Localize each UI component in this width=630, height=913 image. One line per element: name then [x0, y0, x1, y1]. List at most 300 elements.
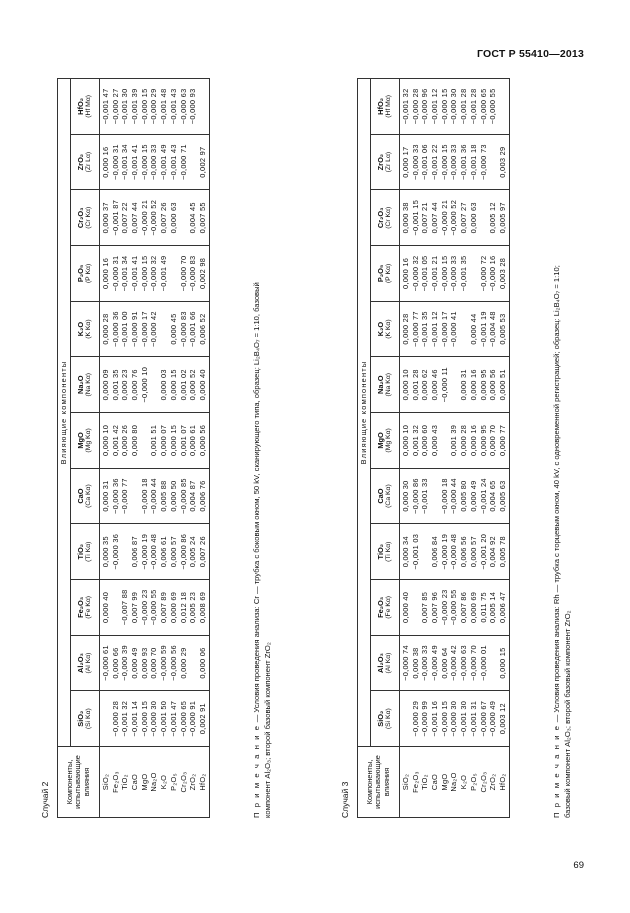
table-cell: −0,000 17	[439, 311, 449, 347]
table-cell: 0,000 64	[439, 647, 449, 679]
table-cell: 0,000 56	[488, 369, 498, 401]
table-cell: −0,000 72	[478, 255, 488, 292]
row-name: K₂O	[159, 774, 169, 790]
table-cell: −0,000 30	[449, 88, 459, 125]
table-note	[251, 78, 273, 818]
table-cell: 0,000 49	[468, 480, 478, 512]
table-block-case-3	[335, 78, 585, 818]
table-cell: −0,001 33	[420, 478, 430, 514]
table-cell: 0,006 87	[130, 536, 140, 568]
table-cell: −0,001 87	[110, 199, 120, 236]
table-cell: −0,001 43	[168, 88, 178, 125]
table-cell: 0,000 57	[168, 536, 178, 568]
column-header: Fe₂O₃ (Fe Kα)	[371, 580, 400, 636]
table-cell: −0,000 70	[468, 645, 478, 681]
table-cell: 0,000 06	[197, 647, 207, 679]
table-cell: 0,003 29	[497, 146, 507, 178]
table-cell: 0,004 92	[488, 536, 498, 568]
table-cell	[430, 472, 440, 521]
table-cell: −0,000 44	[449, 478, 459, 514]
table-cell: 0,000 10	[401, 424, 410, 456]
table-cell: 0,000 66	[110, 647, 120, 679]
table-cell	[469, 249, 479, 298]
column-headers	[371, 79, 400, 818]
case-title: Случай 2	[40, 781, 50, 818]
table-cell: −0,000 83	[188, 255, 198, 292]
table-cell: 0,007 96	[430, 591, 440, 623]
data-column	[100, 580, 210, 636]
table-cell: 0,003 12	[497, 703, 507, 735]
table-cell: 0,007 27	[459, 202, 469, 234]
note-label: П р и м е ч а н и е	[252, 724, 261, 818]
table-cell: −0,000 18	[139, 478, 149, 514]
data-column	[400, 357, 510, 413]
column-header: Al₂O₃ (Al Kα)	[371, 635, 400, 691]
row-name: Cr₂O₃	[178, 771, 188, 793]
table-cell: −0,001 35	[420, 311, 430, 347]
table-cell: −0,001 03	[410, 533, 420, 570]
table-cell: 0,006 52	[197, 313, 207, 345]
table-cell: −0,000 52	[149, 199, 159, 236]
table-cell: −0,001 48	[159, 88, 169, 125]
table-cell: −0,000 21	[139, 199, 149, 236]
table-cell: −0,000 56	[168, 645, 178, 681]
column-header: HfO₂ (Hf Mα)	[71, 79, 100, 135]
table-cell	[140, 416, 150, 465]
row-names	[400, 747, 510, 818]
table-cell: −0,000 55	[449, 589, 459, 626]
column-header: Cr₂O₃ (Cr Kα)	[371, 190, 400, 246]
table-cell: −0,000 15	[139, 144, 149, 181]
table-cell: 0,006 47	[497, 591, 507, 623]
table-cell: −0,000 17	[139, 311, 149, 347]
table-cell: 0,000 26	[120, 424, 130, 456]
table-cell: 0,006 76	[197, 480, 207, 512]
table-cell: −0,000 01	[478, 645, 488, 681]
table-cell	[488, 639, 498, 688]
data-column	[400, 468, 510, 524]
table-cell: −0,001 66	[188, 311, 198, 347]
table-cell: 0,007 86	[459, 591, 469, 623]
table-cell: −0,000 70	[178, 255, 188, 292]
table-cell: 0,000 40	[101, 591, 110, 623]
table-cell: 0,000 10	[401, 369, 410, 401]
table-cell: −0,001 49	[159, 255, 169, 292]
table-cell: −0,000 86	[410, 478, 420, 514]
table-cell: 0,000 63	[168, 202, 178, 234]
table-cell: 0,000 49	[130, 647, 140, 679]
table-cell: 0,000 77	[497, 424, 507, 456]
table-cell: 0,007 26	[197, 536, 207, 568]
row-name: TiO₂	[420, 774, 430, 790]
table-cell: −0,000 41	[449, 311, 459, 347]
row-name: Cr₂O₃	[478, 771, 488, 793]
table-cell: −0,001 30	[459, 700, 469, 737]
table-cell: −0,000 32	[410, 255, 420, 292]
note-text-continued: компонент Al₂O₃; второй базовый компонент ZrO₂	[263, 642, 272, 818]
table-cell: −0,000 36	[110, 311, 120, 347]
table-cell: 0,000 23	[120, 369, 130, 401]
table-cell	[188, 138, 198, 187]
document-header: ГОСТ Р 55410—2013	[476, 48, 584, 60]
table-cell: −0,000 31	[110, 255, 120, 292]
table-cell: 0,000 69	[468, 591, 478, 623]
table-cell: −0,001 22	[430, 144, 440, 181]
row-name: Fe₂O₃	[410, 771, 420, 793]
table-cell	[459, 305, 469, 354]
table-cell: −0,000 30	[449, 700, 459, 737]
coefficients-table	[357, 78, 510, 818]
influencing-header: Влияющие компоненты	[358, 79, 371, 747]
table-cell: −0,000 29	[410, 700, 420, 737]
row-names	[100, 747, 210, 818]
table-cell: 0,001 42	[110, 424, 120, 456]
row-name: MgO	[139, 773, 149, 791]
case-title: Случай 3	[340, 781, 350, 818]
table-cell: −0,000 65	[478, 88, 488, 125]
data-column	[100, 413, 210, 469]
table-cell: −0,001 28	[459, 88, 469, 125]
table-cell: 0,007 22	[120, 202, 130, 234]
table-cell: −0,000 11	[439, 367, 449, 403]
table-cell: −0,000 15	[139, 700, 149, 737]
table-cell: −0,000 15	[139, 255, 149, 292]
table-cell: 0,001 32	[410, 424, 420, 456]
table-cell: 0,000 38	[401, 202, 410, 234]
table-cell: −0,000 65	[178, 700, 188, 737]
table-cell: 0,000 69	[168, 591, 178, 623]
table-cell: −0,000 55	[149, 589, 159, 626]
table-cell: −0,000 63	[178, 88, 188, 125]
column-header: SiO₂ (Si Kα)	[71, 691, 100, 747]
table-cell: 0,005 78	[497, 536, 507, 568]
row-name: CaO	[130, 773, 140, 791]
table-cell: −0,001 35	[459, 255, 469, 292]
table-cell: −0,000 48	[449, 533, 459, 570]
table-cell: 0,000 51	[497, 369, 507, 401]
table-cell: −0,000 71	[178, 144, 188, 181]
row-name: SiO₂	[401, 773, 410, 791]
data-column	[400, 691, 510, 747]
table-cell: −0,000 19	[139, 533, 149, 570]
table-cell: −0,001 15	[410, 199, 420, 236]
components-header: Компоненты, испытывающие влияния	[58, 747, 100, 818]
column-header: MgO (Mg Kα)	[71, 413, 100, 469]
table-cell: −0,000 36	[110, 478, 120, 514]
data-column	[400, 134, 510, 190]
table-cell: −0,001 41	[130, 255, 140, 292]
table-cell: −0,001 21	[430, 255, 440, 292]
column-header: TiO₂ (Ti Kα)	[71, 524, 100, 580]
table-cell: −0,000 33	[410, 144, 420, 181]
table-cell: 0,000 09	[101, 369, 110, 401]
table-cell: 0,006 61	[159, 536, 169, 568]
table-cell: 0,000 15	[168, 369, 178, 401]
table-cell: 0,012 18	[178, 591, 188, 623]
data-column	[400, 190, 510, 246]
table-cell: 0,000 45	[168, 313, 178, 345]
table-cell: −0,000 42	[449, 645, 459, 681]
table-cell: 0,000 95	[478, 424, 488, 456]
data-column	[400, 580, 510, 636]
data-column	[100, 635, 210, 691]
table-cell: −0,000 18	[439, 478, 449, 514]
table-cell: −0,000 49	[430, 645, 440, 681]
influencing-header: Влияющие компоненты	[58, 79, 71, 747]
table-cell	[159, 305, 169, 354]
table-cell: 0,006 84	[430, 536, 440, 568]
table-cell: −0,001 24	[478, 478, 488, 514]
column-header: K₂O (K Kα)	[371, 301, 400, 357]
table-cell: 0,005 23	[188, 591, 198, 623]
table-cell: 0,007 44	[430, 202, 440, 234]
table-cell: 0,007 89	[159, 591, 169, 623]
table-cell	[130, 472, 140, 521]
table-cell: 0,006 56	[459, 536, 469, 568]
table-cell: 0,001 28	[410, 369, 420, 401]
table-cell: 0,000 40	[401, 591, 410, 623]
table-cell: −0,000 28	[410, 88, 420, 125]
data-column	[400, 246, 510, 302]
table-cell: 0,008 69	[197, 591, 207, 623]
table-cell	[498, 82, 508, 131]
table-cell: 0,000 93	[139, 647, 149, 679]
table-cell: −0,000 77	[120, 478, 130, 514]
table-cell: −0,000 93	[188, 88, 198, 125]
table-cell: 0,000 43	[430, 424, 440, 456]
table-cell: 0,000 63	[468, 202, 478, 234]
table-cell: 0,000 15	[168, 424, 178, 456]
table-cell	[440, 416, 450, 465]
data-column	[100, 468, 210, 524]
table-cell: −0,000 27	[110, 88, 120, 125]
table-cell: 0,007 85	[420, 591, 430, 623]
table-cell: 0,007 99	[130, 591, 140, 623]
table-cell: −0,000 96	[420, 88, 430, 125]
table-cell: 0,000 03	[159, 369, 169, 401]
components-header: Компоненты, испытывающие влияния	[358, 747, 400, 818]
table-cell: −0,000 74	[401, 645, 410, 681]
table-cell: −0,001 30	[120, 88, 130, 125]
table-cell: −0,001 20	[478, 533, 488, 570]
table-cell: −0,001 00	[120, 311, 130, 347]
column-header: P₂O₅ (P Kα)	[371, 246, 400, 302]
row-name: HfO₂	[497, 773, 507, 791]
table-cell: −0,000 16	[488, 255, 498, 292]
table-cell: 0,000 34	[401, 536, 410, 568]
table-cell: 0,000 28	[459, 424, 469, 456]
row-name: K₂O	[459, 774, 469, 790]
table-cell: −0,000 49	[488, 700, 498, 737]
table-cell	[479, 193, 489, 242]
table-cell	[198, 82, 208, 131]
table-cell	[179, 193, 189, 242]
table-cell: 0,007 55	[197, 202, 207, 234]
table-body-row	[400, 79, 510, 818]
table-cell: −0,000 67	[478, 700, 488, 737]
table-cell: 0,005 80	[459, 480, 469, 512]
table-cell: 0,000 46	[430, 369, 440, 401]
table-cell: 0,000 60	[420, 424, 430, 456]
table-cell: −0,001 28	[468, 88, 478, 125]
table-cell: −0,001 32	[120, 700, 130, 737]
table-cell	[420, 527, 430, 576]
note-label: П р и м е ч а н и е	[552, 724, 561, 818]
table-cell: −0,000 48	[149, 533, 159, 570]
table-cell: −0,001 36	[459, 144, 469, 181]
table-cell: 0,000 52	[188, 369, 198, 401]
table-cell: 0,000 30	[401, 480, 410, 512]
table-cell: 0,000 40	[197, 369, 207, 401]
table-cell: −0,000 33	[149, 144, 159, 181]
table-cell: 0,001 02	[178, 369, 188, 401]
table-cell: 0,000 70	[149, 647, 159, 679]
table-cell: 0,000 16	[468, 369, 478, 401]
data-column	[400, 301, 510, 357]
table-body-row	[100, 79, 210, 818]
table-cell: −0,000 83	[178, 311, 188, 347]
table-cell	[111, 583, 121, 632]
table-cell: 0,000 28	[401, 313, 410, 345]
table-cell	[449, 360, 459, 409]
table-cell	[188, 639, 198, 688]
data-column	[400, 79, 510, 135]
table-cell: −0,001 47	[101, 88, 110, 125]
row-name: P₂O₅	[468, 773, 478, 791]
table-cell: −0,001 39	[130, 88, 140, 125]
table-cell: 0,002 97	[197, 146, 207, 178]
table-cell	[101, 694, 111, 743]
table-cell: 0,000 37	[101, 202, 110, 234]
table-cell: 0,000 31	[101, 480, 110, 512]
data-column	[400, 413, 510, 469]
table-cell: 0,007 26	[159, 202, 169, 234]
data-column	[100, 357, 210, 413]
data-column	[100, 524, 210, 580]
table-cell: −0,000 59	[159, 645, 169, 681]
table-cell: 0,005 88	[159, 480, 169, 512]
table-cell: 0,001 35	[110, 369, 120, 401]
table-cell: −0,000 15	[439, 88, 449, 125]
column-header: HfO₂ (Hf Mα)	[371, 79, 400, 135]
table-cell: 0,000 57	[468, 536, 478, 568]
table-cell: 0,002 91	[197, 703, 207, 735]
table-cell: −0,004 48	[488, 311, 498, 347]
table-cell: 0,000 29	[178, 647, 188, 679]
table-cell: −0,000 15	[439, 144, 449, 181]
table-cell: −0,000 36	[110, 533, 120, 570]
column-header: Al₂O₃ (Al Kα)	[71, 635, 100, 691]
table-cell: 0,000 16	[101, 146, 110, 178]
table-cell: 0,001 39	[449, 424, 459, 456]
table-cell: −0,001 31	[468, 700, 478, 737]
row-name: ZrO₂	[188, 773, 198, 791]
table-cell: −0,000 39	[120, 645, 130, 681]
table-cell: −0,000 91	[188, 700, 198, 737]
table-cell: 0,000 95	[478, 369, 488, 401]
column-header: MgO (Mg Kα)	[371, 413, 400, 469]
table-cell: −0,000 85	[178, 478, 188, 514]
table-cell: 0,000 62	[420, 369, 430, 401]
table-cell	[411, 583, 421, 632]
row-name: SiO₂	[101, 773, 110, 791]
table-cell: 0,000 35	[101, 536, 110, 568]
table-block-case-2	[35, 78, 282, 818]
table-cell: −0,001 19	[478, 311, 488, 347]
table-cell: −0,001 06	[420, 144, 430, 181]
table-cell: −0,000 15	[439, 255, 449, 292]
table-cell: −0,000 32	[149, 255, 159, 292]
column-header: ZrO₂ (Zr Lα)	[371, 134, 400, 190]
table-cell: 0,001 07	[178, 424, 188, 456]
column-headers	[71, 79, 100, 818]
data-column	[100, 134, 210, 190]
table-cell: −0,001 41	[130, 144, 140, 181]
table-cell: 0,000 70	[488, 424, 498, 456]
row-name: TiO₂	[120, 774, 130, 790]
note-text: — Условия проведения анализа: Rh — трубка с торцевым окном, 40 kV, с одновременной регистрацией; образец: Li₂B₄O₇ = 1:10;	[552, 265, 561, 725]
table-cell: −0,001 34	[120, 255, 130, 292]
table-cell: −0,000 15	[139, 88, 149, 125]
table-cell: −0,000 29	[149, 88, 159, 125]
page-number: 69	[573, 860, 584, 871]
column-header: ZrO₂ (Zr Lα)	[71, 134, 100, 190]
data-column	[100, 691, 210, 747]
table-cell: 0,000 16	[468, 424, 478, 456]
data-column	[100, 301, 210, 357]
table-cell: 0,005 24	[188, 536, 198, 568]
table-note	[551, 78, 573, 818]
table-cell: −0,000 33	[449, 144, 459, 181]
table-cell: 0,011 75	[478, 592, 488, 623]
table-cell: 0,000 31	[459, 369, 469, 401]
table-cell: 0,007 44	[130, 202, 140, 234]
data-column	[100, 79, 210, 135]
coefficients-table	[57, 78, 210, 818]
data-column	[400, 635, 510, 691]
table-cell: 0,000 50	[168, 480, 178, 512]
table-cell: 0,000 38	[410, 647, 420, 679]
table-cell	[120, 527, 130, 576]
table-cell: −0,000 91	[130, 311, 140, 347]
table-cell: −0,000 55	[488, 88, 498, 125]
row-name: CaO	[430, 773, 440, 791]
table-cell: −0,000 77	[410, 311, 420, 347]
table-cell: −0,001 32	[401, 88, 410, 125]
table-cell: −0,000 10	[139, 366, 149, 403]
column-header: Cr₂O₃ (Cr Kα)	[71, 190, 100, 246]
table-cell: 0,003 28	[497, 257, 507, 290]
column-header: P₂O₅ (P Kα)	[71, 246, 100, 302]
table-cell: 0,004 87	[188, 480, 198, 512]
table-cell: 0,000 10	[101, 424, 110, 456]
table-cell: −0,001 43	[168, 144, 178, 181]
table-cell: 0,000 80	[130, 424, 140, 456]
table-cell: 0,004 45	[188, 202, 198, 234]
table-cell: −0,000 73	[478, 144, 488, 181]
table-cell: 0,000 28	[101, 313, 110, 345]
table-cell: 0,007 21	[420, 202, 430, 234]
column-header: Fe₂O₃ (Fe Kα)	[71, 580, 100, 636]
table-cell: 0,005 53	[497, 313, 507, 345]
table-cell: −0,000 31	[110, 144, 120, 181]
table-cell: −0,001 18	[468, 144, 478, 181]
table-cell: −0,000 23	[439, 589, 449, 626]
table-cell: 0,004 65	[488, 480, 498, 512]
table-cell: 0,000 44	[468, 313, 478, 345]
table-cell: −0,001 12	[430, 311, 440, 347]
table-cell: 0,005 14	[488, 591, 498, 623]
